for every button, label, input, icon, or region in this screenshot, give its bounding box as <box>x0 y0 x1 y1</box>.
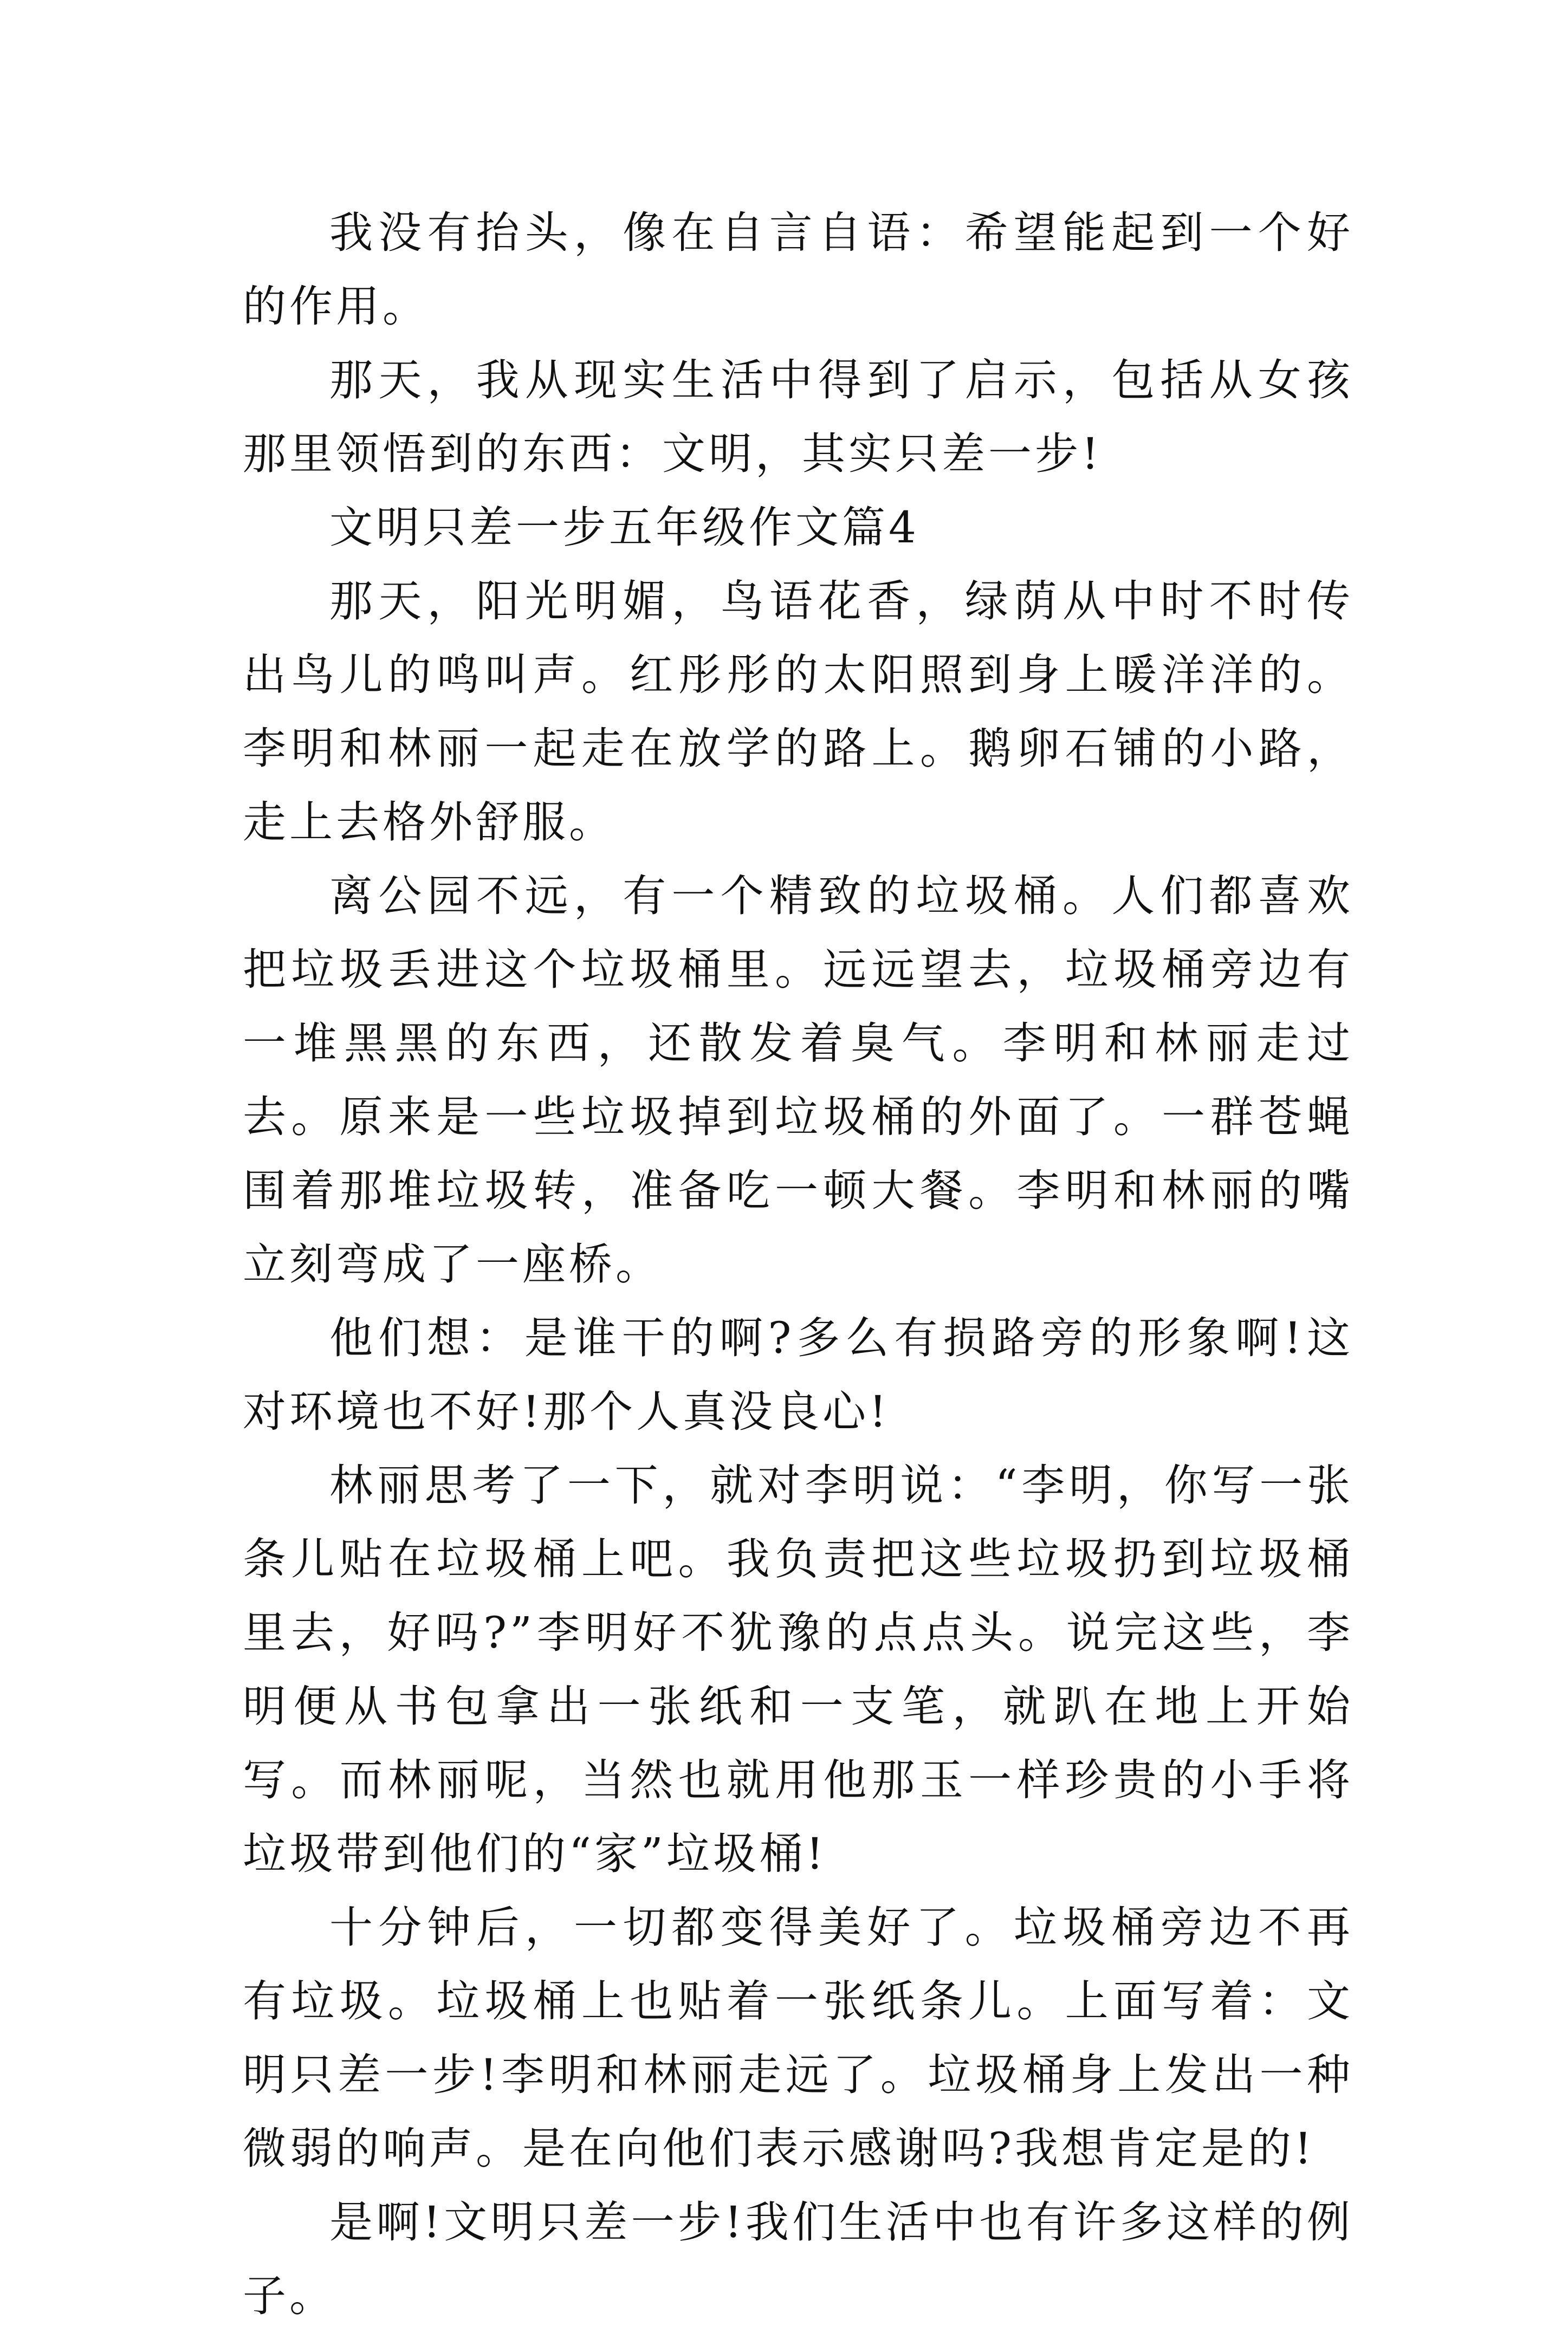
paragraph: 林丽思考了一下，就对李明说：“李明，你写一张条儿贴在垃圾桶上吧。我负责把这些垃圾扔到垃圾桶里去，好吗?”李明好不犹豫的点点头。说完这些，李明便从书包拿出一张纸和一支笔，就趴在地上开始写。而林丽呢，当然也就用他那玉一样珍贵的小手将垃圾带到他们的“家”垃圾桶! <box>243 1460 1353 1879</box>
paragraph: 十分钟后，一切都变得美好了。垃圾桶旁边不再有垃圾。垃圾桶上也贴着一张纸条儿。上面写着：文明只差一步!李明和林丽走远了。垃圾桶身上发出一种微弱的响声。是在向他们表示感谢吗?我想肯定是的! <box>243 1902 1353 2174</box>
paragraph: 是啊!文明只差一步!我们生活中也有许多这样的例子。 <box>243 2197 1353 2321</box>
document-body <box>243 196 1353 2333</box>
paragraph: 离公园不远，有一个精致的垃圾桶。人们都喜欢把垃圾丢进这个垃圾桶里。远远望去，垃圾桶旁边有一堆黑黑的东西，还散发着臭气。李明和林丽走过去。原来是一些垃圾掉到垃圾桶的外面了。一群苍蝇围着那堆垃圾转，准备吃一顿大餐。李明和林丽的嘴立刻弯成了一座桥。 <box>243 871 1353 1289</box>
paragraph: 我没有抬头，像在自言自语：希望能起到一个好的作用。 <box>243 208 1353 332</box>
paragraph: 那天，阳光明媚，鸟语花香，绿荫从中时不时传出鸟儿的鸣叫声。红彤彤的太阳照到身上暖洋洋的。李明和林丽一起走在放学的路上。鹅卵石铺的小路，走上去格外舒服。 <box>243 576 1353 847</box>
paragraph: 他们想：是谁干的啊?多么有损路旁的形象啊!这对环境也不好!那个人真没良心! <box>243 1313 1353 1437</box>
paragraph: 那天，我从现实生活中得到了启示，包括从女孩那里领悟到的东西：文明，其实只差一步! <box>243 355 1353 479</box>
section-heading: 文明只差一步五年级作文篇4 <box>329 502 919 553</box>
